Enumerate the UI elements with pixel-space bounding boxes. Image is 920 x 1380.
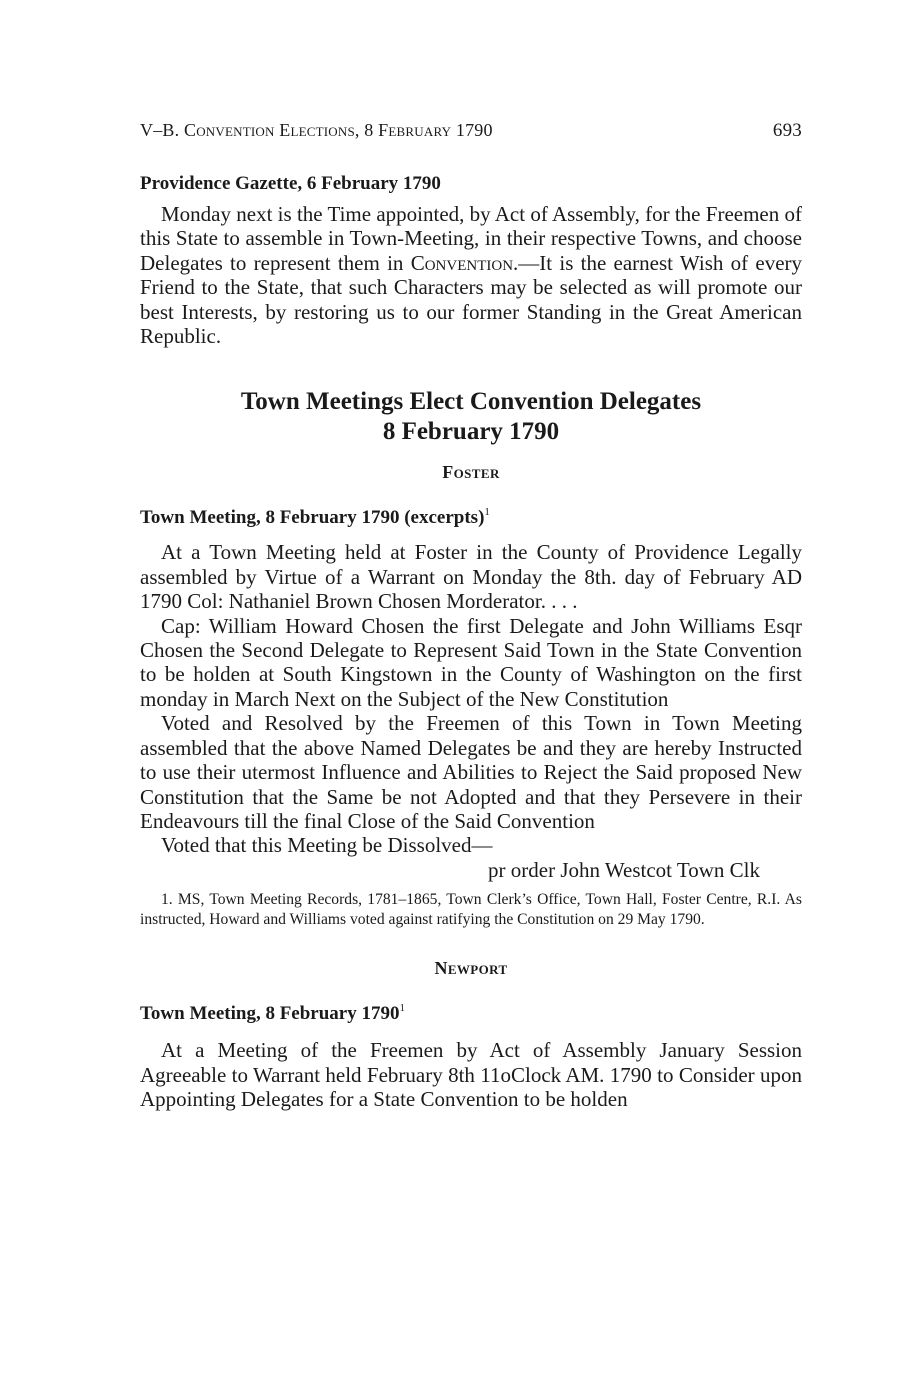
foster-document-heading [140, 507, 802, 529]
foster-paragraph: Voted and Resolved by the Freemen of this Town in Town Meeting assembled that the above Named Delegates be and they are hereby Instructed to use their utermost Influence and Abilities to Reject the Said proposed New Constitution that the Same be not Adopted and that they Persevere in their Endeavours till the final Close of the Said Convention [140, 711, 802, 833]
section-title-line-2: 8 February 1790 [382, 417, 560, 445]
gazette-text-before: Monday next is the Time appointed, by Act of Assembly, for the Freemen of this State to assemble in Town-Meeting, in their respective Towns, and choose Delegates to represent them in [140, 202, 802, 275]
newport-paragraph: At a Meeting of the Freemen by Act of Assembly January Session Agreeable to Warrant held February 8th 11oClock AM. 1790 to Consider upon Appointing Delegates for a State Convention to be holden [140, 1038, 802, 1111]
foster-paragraph: Cap: William Howard Chosen the first Delegate and John Williams Esqr Chosen the Second Delegate to Represent Said Town in the State Convention to be holden at South Kingstown in the County of Washington on the first monday in March Next on the Subject of the New Constitution [140, 613, 802, 711]
foster-paragraph: At a Town Meeting held at Foster in the County of Providence Legally assembled by Virtue of a Warrant on Monday the 8th. day of February AD 1790 Col: Nathaniel Brown Chosen Morderator. . . . [140, 540, 802, 614]
gazette-small-caps-word: Convention. [410, 250, 519, 275]
page-number: 693 [772, 120, 802, 141]
newport-document-heading [140, 1003, 802, 1025]
running-head [140, 120, 802, 142]
section-title [140, 387, 802, 446]
gazette-text-after: —It is the earnest Wish of every Friend to the State, that such Characters may be selected as will promote our best Interests, by restoring us to our former Standing in the Great American Republic. [140, 250, 803, 349]
town-heading-foster: Foster [442, 462, 500, 483]
running-head-title: V–B. Convention Elections, 8 February 1790 [140, 120, 493, 140]
foster-signature: pr order John Westcot Town Clk [488, 857, 760, 882]
gazette-paragraph [140, 202, 802, 348]
foster-heading-text: Town Meeting, 8 February 1790 (excerpts) [140, 507, 485, 529]
document-page [140, 120, 802, 1111]
section-title-line-1: Town Meetings Elect Convention Delegates [240, 388, 702, 416]
foster-footnote: 1. MS, Town Meeting Records, 1781–1865, Town Clerk’s Office, Town Hall, Foster Centre, R.I. As instructed, Howard and Williams voted against ratifying the Constitution on 29 May 1790. [140, 891, 802, 929]
newport-note-marker: 1 [399, 1002, 405, 1015]
foster-document-body [140, 540, 802, 882]
foster-paragraph: Voted that this Meeting be Dissolved— [161, 833, 493, 858]
gazette-heading: Providence Gazette, 6 February 1790 [140, 173, 441, 194]
newport-heading-text: Town Meeting, 8 February 1790 [140, 1003, 400, 1025]
town-heading-newport: Newport [434, 958, 508, 979]
foster-note-marker: 1 [484, 506, 490, 519]
